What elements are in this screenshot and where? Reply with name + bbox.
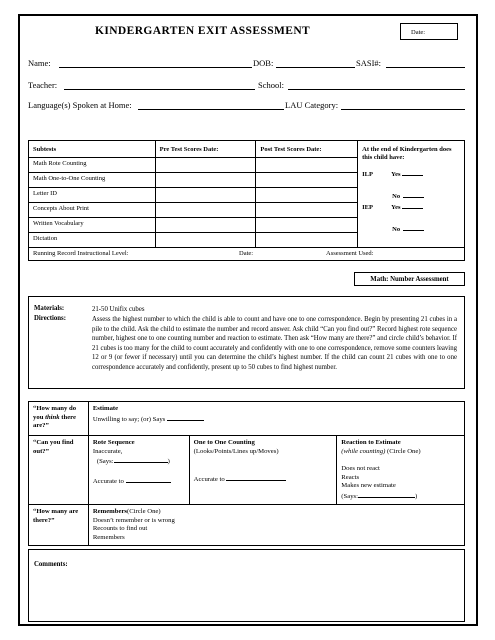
comments-box[interactable] <box>28 549 465 622</box>
rote-says-close: ) <box>167 458 170 465</box>
subtest-row-label: Written Vocabulary <box>29 218 156 233</box>
one-to-one-subtitle: (Looks/Points/Lines up/Moves) <box>193 447 279 455</box>
pre-score-cell[interactable] <box>155 203 256 218</box>
post-score-cell[interactable] <box>256 218 358 233</box>
subtests-header: Subtests <box>29 141 156 158</box>
comments-label: Comments: <box>34 561 68 568</box>
one-to-one-accurate-blank[interactable] <box>226 474 286 481</box>
date-box[interactable] <box>400 23 458 40</box>
dob-label: DOB: <box>253 58 274 68</box>
rote-sequence-title: Rote Sequence <box>92 439 135 446</box>
question-how-many-are-there: “How many are there?” <box>29 505 89 546</box>
subtest-row-label: Math Rote Counting <box>29 158 156 173</box>
materials-text: 21-50 Unifix cubes <box>92 306 145 313</box>
page-title: KINDERGARTEN EXIT ASSESSMENT <box>95 25 311 37</box>
post-score-cell[interactable] <box>256 203 358 218</box>
rote-says-blank[interactable] <box>114 456 168 463</box>
reaction-option[interactable]: Does not react <box>341 465 380 472</box>
rote-accurate-label: Accurate to <box>92 477 124 485</box>
reaction-says-close: ) <box>415 492 418 500</box>
remembers-cell <box>88 505 464 546</box>
teacher-label: Teacher: <box>28 80 58 90</box>
question-emphasis: think <box>45 413 60 421</box>
one-to-one-title: One to One Counting <box>193 439 255 446</box>
estimate-table <box>28 401 465 546</box>
directions-text: Assess the highest number to which the child is able to count and have one to one correspondence. Begin by presenting 21 cubes in a pile to the child. Ask the child to estimate the number and record answer. Ask child “Can you find out?” Record highest rote sequence number, highest one to one counting number and reaction to estimate. Then ask “How many are there?” and circle child’s behavior. If 21 cubes is too many for the child to count accurately and confidently with one to one correspondence, remove some counters leaving 12 or 9 (or fewer if necessary) until you can determine the child’s highest number. If the child can count 21 cubes with one to one correspondence accurately and confidently, present up to 50 cubes to find highest number. <box>92 316 457 371</box>
pre-score-cell[interactable] <box>155 173 256 188</box>
running-record-label: Running Record Instructional Level: <box>33 250 129 257</box>
materials-label: Materials: <box>34 305 65 312</box>
name-line[interactable] <box>59 67 252 68</box>
iep-no-label: No <box>392 226 401 233</box>
iep-no-blank[interactable] <box>403 224 424 231</box>
reaction-cell <box>337 436 465 505</box>
reaction-title: Reaction to Estimate <box>341 439 401 446</box>
iep-label: IEP <box>362 204 373 211</box>
estimate-says-blank[interactable] <box>167 414 204 421</box>
reaction-option[interactable]: Makes new estimate <box>341 482 396 489</box>
post-score-cell[interactable] <box>256 173 358 188</box>
rote-says-label: (Says: <box>96 458 114 465</box>
teacher-line[interactable] <box>64 89 255 90</box>
subtests-table <box>28 140 465 261</box>
subtest-row-label: Math One-to-One Counting <box>29 173 156 188</box>
remembers-option[interactable]: Remembers <box>92 533 125 541</box>
one-to-one-cell <box>189 436 337 505</box>
running-record-date-label: Date: <box>239 250 254 257</box>
lau-label: LAU Category: <box>285 100 339 110</box>
pre-score-cell[interactable] <box>155 218 256 233</box>
assessment-used-label: Assessment Used: <box>326 250 374 257</box>
pre-score-cell[interactable] <box>155 188 256 203</box>
materials-directions-box <box>28 296 465 389</box>
ilp-yes-blank[interactable] <box>402 169 423 176</box>
one-to-one-accurate-label: Accurate to <box>193 476 225 483</box>
language-line[interactable] <box>138 109 284 110</box>
remembers-option[interactable]: Recounts to find out <box>92 525 148 532</box>
math-number-assessment-tag: Math: Number Assessment <box>354 272 465 286</box>
remembers-option[interactable]: Doesn’t remember or is wrong <box>92 516 175 524</box>
pre-score-cell[interactable] <box>155 158 256 173</box>
rote-accurate-blank[interactable] <box>126 476 171 483</box>
question-how-many-think <box>29 402 89 436</box>
subtest-row-label: Concepts About Print <box>29 203 156 218</box>
estimate-cell <box>88 402 464 436</box>
post-score-cell[interactable] <box>256 188 358 203</box>
end-of-kindergarten-cell <box>358 141 465 248</box>
pre-score-cell[interactable] <box>155 233 256 248</box>
date-label: Date: <box>411 29 426 36</box>
post-score-cell[interactable] <box>256 158 358 173</box>
rote-sequence-cell <box>88 436 189 505</box>
post-test-header: Post Test Scores Date: <box>256 141 358 158</box>
remembers-title: Remembers <box>92 508 128 515</box>
name-label: Name: <box>28 58 51 68</box>
subtest-row-label: Letter ID <box>29 188 156 203</box>
sasi-line[interactable] <box>386 67 465 68</box>
ilp-label: ILP <box>362 171 373 178</box>
iep-yes-blank[interactable] <box>402 202 423 209</box>
lau-line[interactable] <box>341 109 465 110</box>
school-label: School: <box>258 80 284 90</box>
reaction-says-blank[interactable] <box>358 491 418 500</box>
estimate-text: Unwilling to say; (or) Says <box>92 415 166 423</box>
ilp-no-label: No <box>392 193 401 200</box>
sasi-label: SASI#: <box>356 58 382 68</box>
reaction-subtitle-em: (while counting) <box>341 447 386 455</box>
ilp-no-blank[interactable] <box>403 191 424 198</box>
running-record-row <box>29 248 465 261</box>
language-label: Language(s) Spoken at Home: <box>28 100 132 110</box>
post-score-cell[interactable] <box>256 233 358 248</box>
rote-inaccurate: Inaccurate, <box>92 447 123 455</box>
ilp-yes-label: Yes <box>391 171 401 178</box>
reaction-option[interactable]: Reacts <box>341 473 360 481</box>
school-line[interactable] <box>288 89 465 90</box>
dob-line[interactable] <box>276 67 355 68</box>
question-text: there are?” <box>33 413 76 429</box>
question-can-you-find-out: “Can you find out?” <box>29 436 89 505</box>
pre-test-header: Pre Test Scores Date: <box>155 141 256 158</box>
remembers-subtitle: (Circle One) <box>127 508 161 515</box>
end-of-kindergarten-title: At the end of Kindergarten does this child have: <box>362 146 452 161</box>
reaction-says-label: (Says: <box>341 492 358 500</box>
question-text: “How many do you <box>33 405 77 421</box>
estimate-title: Estimate <box>92 405 119 412</box>
iep-yes-label: Yes <box>391 204 401 211</box>
subtest-row-label: Dictation <box>29 233 156 248</box>
directions-label: Directions: <box>34 315 66 322</box>
reaction-subtitle: (Circle One) <box>385 447 421 455</box>
